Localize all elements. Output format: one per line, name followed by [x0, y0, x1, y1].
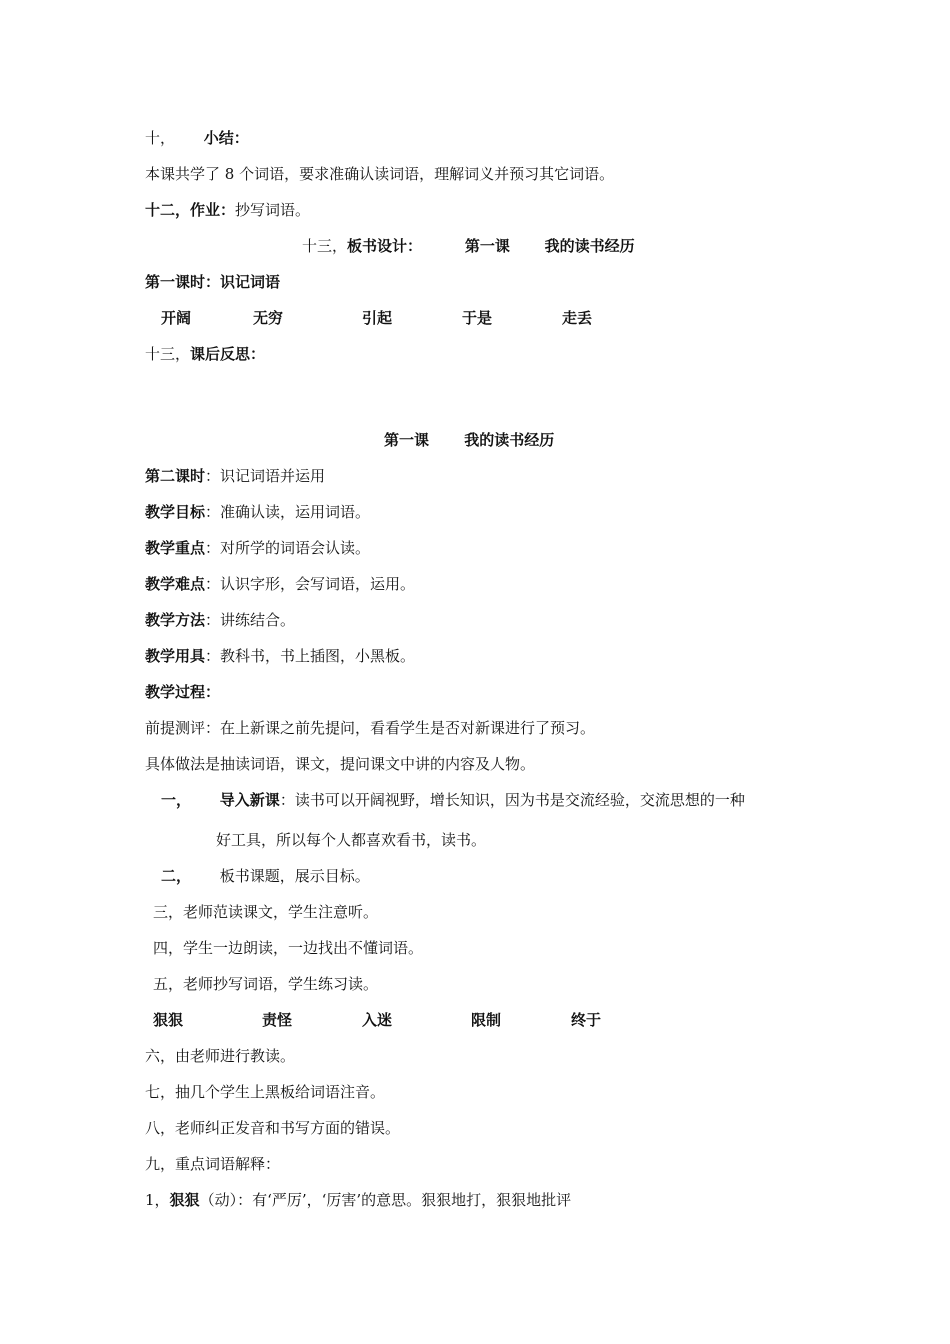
- lesson-name: 我的读书经历: [464, 431, 555, 449]
- step-1: [161, 790, 745, 810]
- reflection-title: 课后反思：: [190, 345, 266, 363]
- step-1-text: ：读书可以开阔视野，增长知识，因为书是交流经验，交流思想的一种: [279, 791, 745, 809]
- word-9: 限制: [471, 1011, 502, 1029]
- teaching-difficulty-text: ：认识字形，会写词语，运用。: [205, 575, 416, 593]
- section-10-title: 小结：: [203, 129, 249, 147]
- word-5: 走丢: [562, 309, 593, 327]
- step-6: 六，由老师进行教读。: [145, 1047, 296, 1065]
- step-1-label: 导入新课: [219, 791, 280, 809]
- section-10-number: 十，: [145, 129, 176, 147]
- step-2-number: 二，: [161, 867, 192, 885]
- summary-text: 本课共学了 8 个词语，要求准确认读词语，理解词义并预习其它词语。: [145, 165, 615, 183]
- board-design-heading: [302, 236, 635, 256]
- teaching-difficulty-label: 教学难点: [145, 575, 206, 593]
- teaching-process-heading: 教学过程：: [145, 683, 221, 701]
- word-4: 于是: [462, 309, 493, 327]
- section-12-homework: [145, 200, 310, 220]
- period-1-heading: 第一课时：识记词语: [145, 273, 281, 291]
- period-2-label: 第二课时: [145, 467, 206, 485]
- teaching-goal-text: ：准确认读，运用词语。: [205, 503, 371, 521]
- teaching-difficulty: [145, 574, 415, 594]
- word-10: 终于: [571, 1011, 602, 1029]
- period-2-text: ：识记词语并运用: [205, 467, 326, 485]
- teaching-goal-label: 教学目标: [145, 503, 206, 521]
- explanation-1-text: （动）：有‘严厉’，‘厉害’的意思。狠狠地打，狠狠地批评: [199, 1191, 572, 1209]
- teaching-key-point: [145, 538, 370, 558]
- step-5: 五，老师抄写词语，学生练习读。: [153, 975, 379, 993]
- teaching-method-label: 教学方法: [145, 611, 206, 629]
- teaching-method: [145, 610, 295, 630]
- board-design-number: 十三，: [302, 237, 348, 255]
- word-7: 责怪: [262, 1011, 293, 1029]
- board-design-lesson: 第一课: [464, 237, 510, 255]
- period-2-heading: [145, 466, 325, 486]
- step-9: 九，重点词语解释：: [145, 1155, 281, 1173]
- step-1-number: 一，: [161, 791, 192, 809]
- step-1-continuation: 好工具，所以每个人都喜欢看书，读书。: [216, 831, 487, 849]
- word-3: 引起: [362, 309, 393, 327]
- lesson-title: [384, 430, 554, 450]
- teaching-key-label: 教学重点: [145, 539, 206, 557]
- step-8: 八，老师纠正发音和书写方面的错误。: [145, 1119, 401, 1137]
- reflection-heading: [145, 344, 265, 364]
- board-design-lesson-title: 我的读书经历: [544, 237, 635, 255]
- reflection-number: 十三，: [145, 345, 191, 363]
- step-4: 四，学生一边朗读，一边找出不懂词语。: [153, 939, 424, 957]
- board-design-title: 板书设计：: [347, 237, 423, 255]
- teaching-goal: [145, 502, 370, 522]
- step-2-text: 板书课题，展示目标。: [219, 867, 370, 885]
- explanation-1-number: 1，: [145, 1191, 170, 1209]
- pretest-text: 前提测评：在上新课之前先提问，看看学生是否对新课进行了预习。: [145, 719, 596, 737]
- lesson-number: 第一课: [384, 431, 430, 449]
- teaching-tools: [145, 646, 415, 666]
- word-2: 无穷: [253, 309, 284, 327]
- word-8: 入迷: [362, 1011, 393, 1029]
- method-detail-text: 具体做法是抽读词语，课文，提问课文中讲的内容及人物。: [145, 755, 536, 773]
- step-3: 三，老师范读课文，学生注意听。: [153, 903, 379, 921]
- word-6: 狠狠: [153, 1011, 184, 1029]
- section-10-heading: [145, 128, 249, 148]
- step-2: [161, 866, 370, 886]
- explanation-1: [145, 1190, 571, 1210]
- explanation-1-word: 狠狠: [169, 1191, 200, 1209]
- teaching-key-text: ：对所学的词语会认读。: [205, 539, 371, 557]
- section-12-text: 抄写词语。: [235, 201, 311, 219]
- word-1: 开阔: [161, 309, 192, 327]
- step-7: 七，抽几个学生上黑板给词语注音。: [145, 1083, 386, 1101]
- teaching-tools-text: ：教科书，书上插图，小黑板。: [205, 647, 416, 665]
- teaching-tools-label: 教学用具: [145, 647, 206, 665]
- teaching-method-text: ：讲练结合。: [205, 611, 296, 629]
- section-12-label: 十二，作业：: [145, 201, 236, 219]
